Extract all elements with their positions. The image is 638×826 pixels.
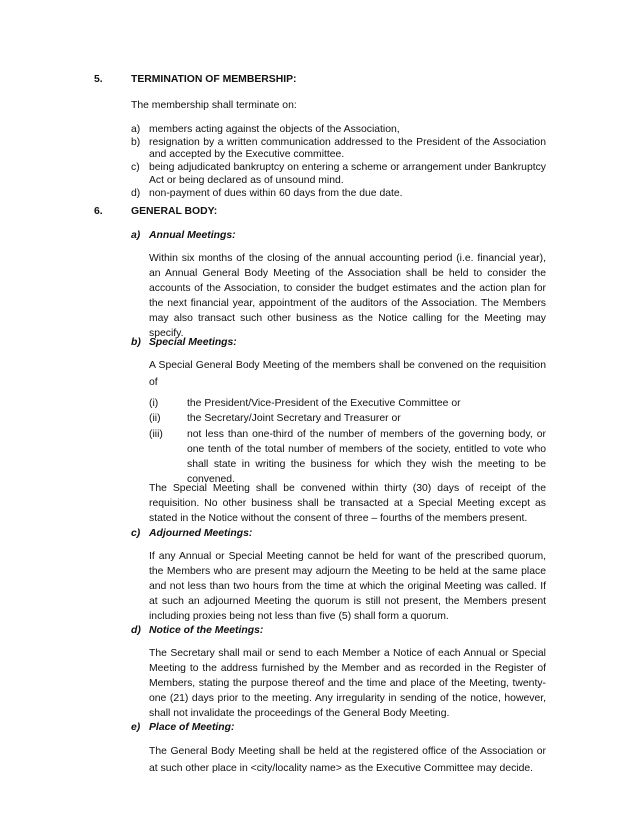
list-item [131,137,546,162]
list-item-text: the President/Vice-President of the Executive Committee or [187,398,461,409]
termination-intro: The membership shall terminate on: [131,100,297,111]
list-item-label: d) [131,187,141,199]
list-item-text: members acting against the objects of the Association, [149,124,400,135]
section-5-number: 5. [94,74,103,85]
subsection-letter: a) [131,230,141,241]
section-6-number: 6. [94,206,103,217]
notice-meetings-text: The Secretary shall mail or send to each Member a Notice of each Annual or Special Meeting to the address furnished by the Member and as recorded in the Register of Members, stating the purpose thereof and the time and place of the Meeting, twenty-one (21) days prior to the meeting. Any irregularity in sending of the notice, however, shall not invalidate the proceedings of the General Body Meeting. [149,648,546,719]
list-item-label: (ii) [149,413,161,425]
list-item-label: (i) [149,398,159,409]
list-item-text: resignation by a written communication addressed to the President of the Association and accepted by the Executive committee. [149,136,546,161]
adjourned-meetings-text: If any Annual or Special Meeting cannot be held for want of the prescribed quorum, the Members who are present may adjourn the Meeting to be held at the same place and not less than two hours from the time at which the original Meeting was called. If at such an adjourned Meeting the quorum is still not present, the Members present including proxies being not less than five (5) shall form a quorum. [149,551,546,622]
list-item [149,427,546,488]
subsection-title: Place of Meeting: [149,722,235,733]
list-item-text: not less than one-third of the number of members of the governing body, or one tenth of the total number of members of the society, entitled to vote who shall state in writing the business for which they wish the meeting to be convened. [187,428,546,486]
list-item-text: non-payment of dues within 60 days from the due date. [149,187,403,199]
subsection-adjourned-meetings-heading [131,528,252,539]
annual-meetings-text: Within six months of the closing of the annual accounting period (i.e. financial year), an Annual General Body Meeting of the Association shall be held to consider the accounts of the Association, to consider the budget estimates and the action plan for the next financial year, appointment of the auditors of the Association. The Members may also transact such other business as the Notice calling for the Meeting may specify. [149,253,546,339]
list-item [131,124,546,137]
requisition-list [149,396,546,488]
termination-list [131,124,546,200]
section-5-title: TERMINATION OF MEMBERSHIP: [131,74,297,85]
list-item [131,188,546,201]
subsection-letter: e) [131,722,141,733]
subsection-title: Adjourned Meetings: [149,528,253,539]
subsection-special-meetings-heading [131,337,237,348]
subsection-title: Special Meetings: [149,337,237,348]
list-item-text: the Secretary/Joint Secretary and Treasurer or [187,413,401,425]
place-of-meeting-text: The General Body Meeting shall be held at the registered office of the Association or at such other place in <city/locality name> as the Executive Committee may decide. [149,746,546,774]
list-item-text: being adjudicated bankruptcy on entering a scheme or arrangement under Bankruptcy Act or being declared as of unsound mind. [149,162,546,186]
subsection-annual-meetings-heading [131,230,236,241]
subsection-letter: d) [131,625,141,636]
list-item [131,162,546,187]
list-item [149,411,546,426]
subsection-place-heading [131,722,234,733]
section-6-title: GENERAL BODY: [131,206,218,217]
list-item-label: a) [131,124,141,135]
subsection-title: Notice of the Meetings: [149,625,264,636]
subsection-letter: c) [131,528,141,539]
list-item [149,396,546,411]
list-item-label: b) [131,136,141,148]
list-item-label: (iii) [149,428,163,440]
subsection-notice-heading [131,625,263,636]
subsection-letter: b) [131,337,141,348]
list-item-label: c) [131,162,140,174]
special-meetings-convening-text: The Special Meeting shall be convened within thirty (30) days of receipt of the requisition. No other business shall be transacted at a Special Meeting except as stated in the Notice without the consent of three – fourths of the members present. [149,483,546,524]
special-meetings-text: A Special General Body Meeting of the members shall be convened on the requisition of [149,360,546,388]
subsection-title: Annual Meetings: [149,230,236,241]
